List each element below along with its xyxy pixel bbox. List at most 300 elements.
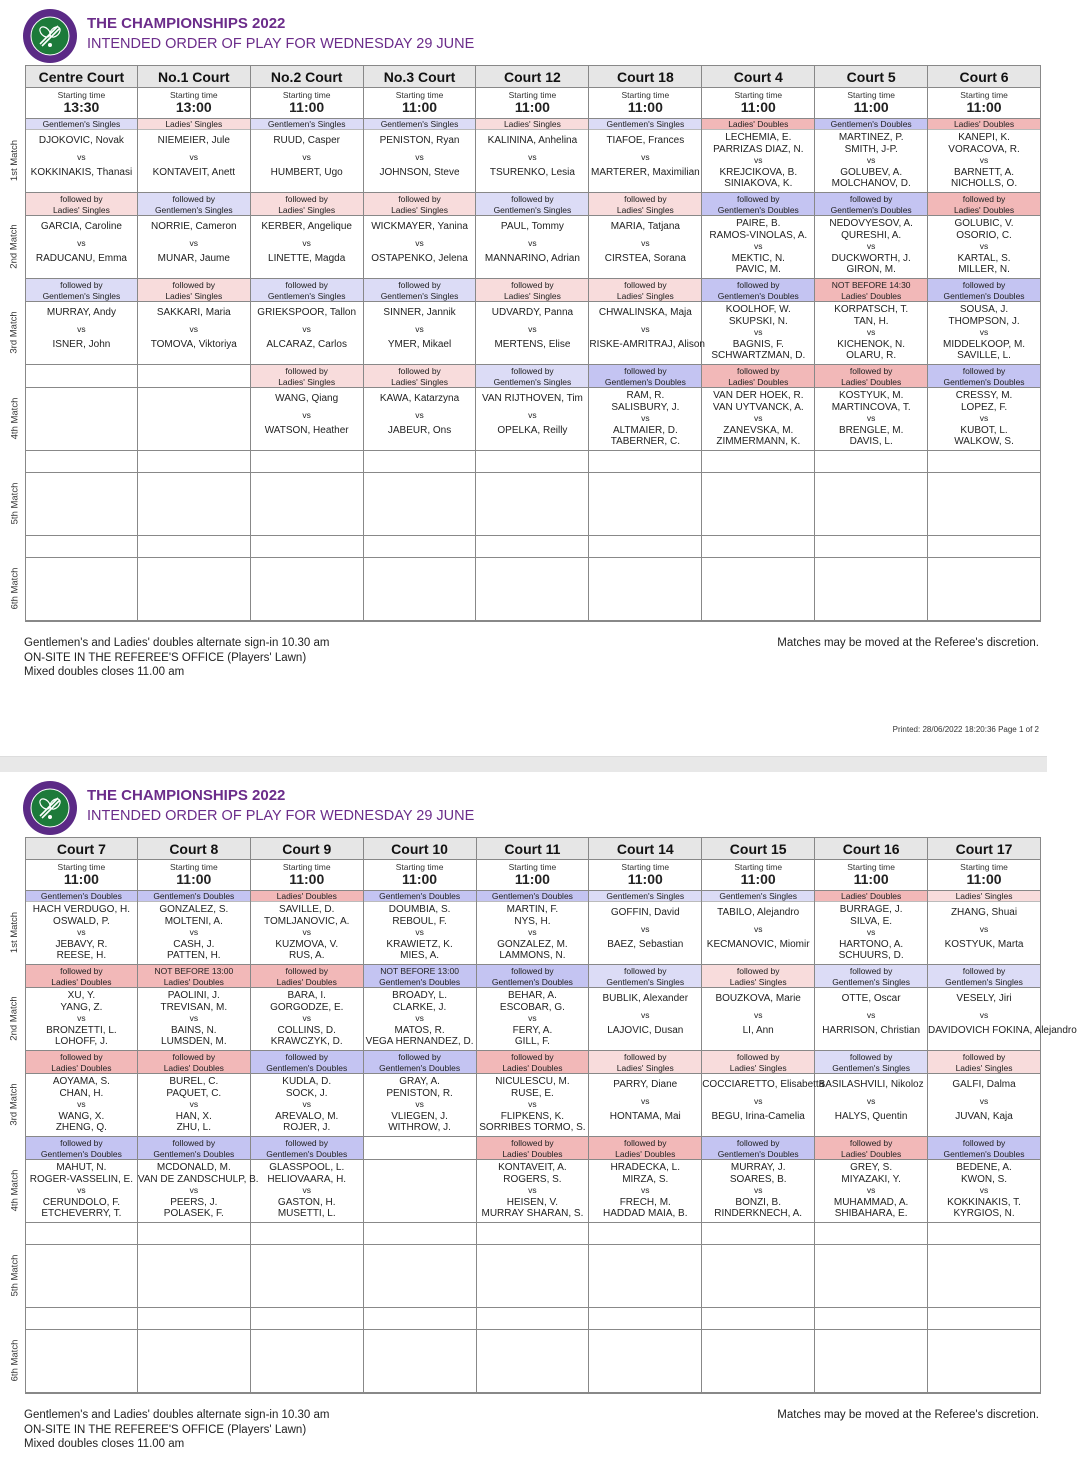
vs-label: vs — [528, 1013, 537, 1023]
empty-row — [702, 536, 814, 558]
event-tag-line: Gentlemen's Doubles — [830, 119, 912, 129]
player-name: TAN, H. — [853, 315, 889, 327]
player-name: SAVILLE, D. — [279, 904, 335, 915]
player-name: MANNARINO, Adrian — [484, 253, 580, 264]
player-name: OSORIO, C. — [956, 229, 1012, 241]
player-name: VAN DE ZANDSCHULP, B. — [137, 1173, 259, 1185]
event-tag — [702, 891, 814, 902]
starting-time-label: Starting time — [847, 90, 896, 100]
player-name: SAKKARI, Maria — [156, 307, 231, 318]
event-tag-line: Ladies' Doubles — [841, 891, 902, 901]
starting-time — [138, 860, 250, 891]
vs-label: vs — [302, 238, 311, 248]
sheet-subtitle: INTENDED ORDER OF PLAY FOR WEDNESDAY 29 JUNE — [87, 36, 475, 52]
player-name: KONTAVEIT, A. — [498, 1162, 567, 1173]
starting-time-value: 11:00 — [514, 99, 550, 115]
match-cell — [477, 902, 589, 965]
event-tag-line: followed by — [962, 280, 1006, 290]
event-tag-line: Ladies' Singles — [278, 376, 336, 387]
match-cell — [476, 302, 588, 365]
player-name: HRADECKA, L. — [610, 1162, 680, 1173]
vs-label: vs — [528, 927, 537, 937]
match-cell — [702, 1074, 825, 1137]
empty-row — [815, 1308, 927, 1330]
footer-referee-note: Matches may be moved at the Referee's discretion. — [777, 637, 1039, 649]
vs-label: vs — [641, 1096, 650, 1106]
vs-label: vs — [415, 238, 424, 248]
event-tag — [815, 193, 927, 216]
player-name: PAUL, Tommy — [500, 221, 564, 232]
vs-label: vs — [753, 924, 763, 934]
vs-label: vs — [641, 1185, 650, 1195]
match-cell — [477, 1160, 589, 1223]
player-name: GASTON, H. — [277, 1196, 336, 1208]
match-cell — [477, 1245, 589, 1308]
player-name: NICULESCU, M. — [495, 1076, 570, 1087]
player-name: MARTIN, F. — [506, 904, 559, 915]
match-label-text: 4th Match — [9, 1169, 20, 1212]
player-name: GLASSPOOL, L. — [269, 1162, 345, 1173]
vs-label: vs — [979, 327, 989, 337]
vs-label: vs — [77, 238, 86, 248]
player-name: MAHUT, N. — [56, 1162, 107, 1173]
player-name: OSTAPENKO, Jelena — [371, 253, 468, 264]
empty-row — [928, 1223, 1040, 1245]
schedule-grid — [4, 65, 1041, 622]
match-label-text: 4th Match — [9, 397, 20, 440]
footer-line: Gentlemen's and Ladies' doubles alternate sign-in 10.30 am — [24, 1409, 330, 1421]
event-tag-line: followed by — [60, 194, 103, 204]
player-name: GOFFIN, David — [610, 907, 680, 918]
event-tag — [138, 119, 250, 130]
player-name: HALYS, Quentin — [834, 1111, 908, 1122]
event-tag-line: Gentlemen's Doubles — [266, 1148, 348, 1159]
player-name: WICKMAYER, Yanina — [371, 221, 468, 232]
player-name: LINETTE, Magda — [268, 253, 346, 264]
player-name: SOUSA, J. — [959, 304, 1009, 315]
event-tag — [138, 891, 250, 902]
starting-time-label: Starting time — [960, 90, 1008, 100]
event-tag — [589, 193, 701, 216]
footer-line: Mixed doubles closes 11.00 am — [24, 1438, 185, 1450]
match-cell — [702, 1160, 814, 1223]
player-name: TOMOVA, Viktoriya — [150, 339, 237, 350]
player-name: ISNER, John — [52, 339, 111, 350]
match-cell — [251, 130, 363, 193]
player-name: REESE, H. — [56, 950, 107, 961]
match-label-text: 5th Match — [9, 482, 20, 525]
event-tag-line: Gentlemen's Singles — [493, 204, 572, 215]
empty-row — [364, 451, 476, 473]
match-cell — [815, 902, 927, 965]
player-name: TIAFOE, Frances — [606, 135, 685, 146]
player-name: LI, Ann — [742, 1025, 774, 1036]
match-label — [4, 557, 25, 620]
player-name: CRESSY, M. — [955, 390, 1013, 401]
match-cell — [589, 1160, 701, 1223]
court-name: Court 9 — [251, 838, 363, 860]
starting-time — [364, 88, 476, 119]
starting-time-label: Starting time — [847, 862, 895, 872]
vs-label: vs — [528, 324, 537, 334]
event-tag — [476, 365, 588, 388]
court-name: Court 18 — [589, 66, 701, 88]
match-label — [4, 1244, 25, 1307]
match-cell — [702, 558, 814, 621]
court-column — [928, 837, 1077, 1394]
player-name: RINDERKNECH, A. — [714, 1208, 803, 1219]
match-cell — [26, 988, 137, 1051]
vs-label: vs — [77, 1185, 86, 1195]
event-tag-line: Gentlemen's Doubles — [379, 976, 461, 987]
player-name: SOCK, J. — [285, 1087, 328, 1099]
player-name: AREVALO, M. — [275, 1110, 339, 1122]
empty-row — [815, 1223, 927, 1245]
starting-time-label: Starting time — [621, 90, 670, 100]
footer-notes — [24, 636, 330, 680]
player-name: SORRIBES TORMO, S. — [479, 1122, 586, 1133]
player-name: WANG, Qiang — [275, 393, 339, 404]
event-tag-line: followed by — [624, 966, 667, 976]
match-cell — [26, 1245, 137, 1308]
event-tag-line: followed by — [962, 194, 1006, 204]
match-cell — [589, 1330, 701, 1393]
player-name: LOPEZ, F. — [960, 401, 1008, 413]
player-name: ZIMMERMANN, K. — [716, 436, 801, 447]
vs-label: vs — [979, 1010, 989, 1020]
player-name: HUMBERT, Ugo — [270, 167, 343, 178]
player-name: LAJOVIC, Dusan — [607, 1025, 684, 1036]
empty-row — [138, 451, 250, 473]
empty-row — [702, 1308, 814, 1330]
event-tag-line: Ladies' Doubles — [728, 119, 789, 129]
wimbledon-logo-icon — [22, 8, 78, 64]
vs-label: vs — [77, 324, 86, 334]
event-tag — [138, 279, 250, 302]
match-cell — [589, 988, 701, 1051]
player-name: FERY, A. — [512, 1024, 553, 1036]
event-tag — [364, 279, 476, 302]
empty-row — [364, 536, 476, 558]
player-name: JUVAN, Kaja — [955, 1111, 1013, 1122]
printed-stamp: Printed: 28/06/2022 18:20:36 Page 1 of 2 — [892, 725, 1039, 734]
event-tag-line: Gentlemen's Doubles — [491, 891, 573, 901]
player-name: ROJER, J. — [283, 1122, 331, 1133]
event-tag-line: NOT BEFORE 14:30 — [831, 280, 911, 290]
player-name: CERUNDOLO, F. — [42, 1196, 120, 1208]
player-name: OTTE, Oscar — [841, 993, 901, 1004]
vs-label: vs — [641, 413, 650, 423]
vs-label: vs — [754, 413, 763, 423]
event-tag-line: followed by — [511, 366, 554, 376]
event-tag-line: Ladies' Doubles — [841, 290, 902, 301]
event-tag-line: followed by — [60, 1138, 103, 1148]
player-name: RUS, A. — [288, 950, 325, 961]
event-tag-line: Gentlemen's Singles — [42, 119, 121, 129]
vs-label: vs — [753, 1010, 763, 1020]
event-tag-line: Ladies' Doubles — [276, 891, 337, 901]
event-tag-line: Ladies' Singles — [391, 376, 448, 387]
event-tag-line: Gentlemen's Singles — [267, 290, 346, 301]
vs-label: vs — [415, 324, 424, 334]
match-cell — [26, 130, 137, 193]
player-name: DAVIS, L. — [849, 436, 893, 447]
event-tag-line: followed by — [398, 194, 441, 204]
event-tag — [26, 365, 137, 388]
event-tag-line: Gentlemen's Singles — [719, 891, 798, 901]
event-tag — [138, 1137, 250, 1160]
player-name: BAINS, N. — [171, 1024, 217, 1036]
event-tag — [251, 279, 363, 302]
match-cell — [364, 130, 476, 193]
match-cell — [138, 388, 250, 451]
court-name: No.2 Court — [251, 66, 363, 88]
match-cell — [815, 302, 927, 365]
player-name: BAEZ, Sebastian — [607, 939, 684, 950]
match-cell — [251, 302, 363, 365]
player-name: HEISEN, V. — [506, 1196, 559, 1208]
event-tag-line: Gentlemen's Singles — [606, 976, 685, 987]
court-column — [251, 837, 364, 1394]
empty-row — [251, 1223, 363, 1245]
player-name: ALTMAIER, D. — [612, 424, 678, 436]
vs-label: vs — [189, 1099, 199, 1109]
event-tag-line: followed by — [60, 1052, 103, 1062]
match-cell — [364, 473, 476, 536]
player-name: BEDENE, A. — [956, 1162, 1012, 1173]
player-name: KICHENOK, N. — [837, 338, 906, 350]
player-name: NEDOVYESOV, A. — [829, 218, 913, 229]
empty-row — [476, 451, 588, 473]
player-name: BARNETT, A. — [954, 166, 1015, 178]
court-column — [589, 837, 702, 1394]
court-column — [815, 837, 928, 1394]
event-tag — [589, 965, 701, 988]
player-name: VAN DER HOEK, R. — [713, 390, 804, 401]
vs-label: vs — [302, 1185, 311, 1195]
match-label-text: 5th Match — [9, 1254, 20, 1297]
player-name: YMER, Mikael — [387, 339, 452, 350]
event-tag-line: Gentlemen's Singles — [606, 119, 685, 129]
starting-time-value: 11:00 — [966, 871, 1002, 887]
event-tag — [702, 1051, 814, 1074]
starting-time-value: 13:30 — [63, 99, 100, 115]
event-tag — [26, 279, 137, 302]
vs-label: vs — [754, 241, 763, 251]
player-name: MIES, A. — [400, 950, 440, 961]
match-label-text: 2nd Match — [9, 996, 20, 1041]
player-name: POLASEK, F. — [163, 1208, 224, 1219]
starting-time-value: 11:00 — [853, 99, 889, 115]
player-name: VAN RIJTHOVEN, Tim — [481, 393, 583, 404]
court-column — [702, 837, 825, 1394]
player-name: SINIAKOVA, K. — [724, 178, 793, 189]
player-name: GALFI, Dalma — [952, 1079, 1016, 1090]
player-name: MIYAZAKI, Y. — [841, 1173, 901, 1185]
footer-referee-note: Matches may be moved at the Referee's discretion. — [777, 1409, 1039, 1421]
starting-time-value: 11:00 — [63, 871, 99, 887]
match-cell — [137, 1160, 259, 1223]
court-column — [476, 65, 589, 622]
empty-row — [928, 536, 1040, 558]
event-tag-line: followed by — [849, 366, 893, 376]
match-labels — [4, 65, 25, 622]
player-name: GREY, S. — [850, 1162, 893, 1173]
event-tag-line: Gentlemen's Doubles — [943, 290, 1025, 301]
match-cell — [476, 558, 588, 621]
player-name: SCHWARTZMAN, D. — [711, 350, 806, 361]
player-name: KOKKINAKIS, Thanasi — [30, 167, 133, 178]
player-name: DAVIDOVICH FOKINA, Alejandro — [928, 1025, 1077, 1036]
match-cell — [815, 1245, 927, 1308]
match-cell — [928, 1330, 1040, 1393]
player-name: BEGU, Irina-Camelia — [711, 1111, 805, 1122]
starting-time-label: Starting time — [395, 862, 444, 872]
player-name: VORACOVA, R. — [948, 143, 1020, 155]
court-column — [25, 837, 138, 1394]
event-tag — [928, 279, 1040, 302]
starting-time-value: 11:00 — [627, 99, 663, 115]
court-column — [702, 65, 815, 622]
event-tag — [815, 1051, 927, 1074]
sheet-title: THE CHAMPIONSHIPS 2022 — [87, 787, 286, 804]
vs-label: vs — [77, 927, 86, 937]
event-tag — [815, 891, 927, 902]
event-tag — [928, 1137, 1040, 1160]
event-tag-line: Gentlemen's Doubles — [266, 1062, 348, 1073]
vs-label: vs — [866, 1096, 876, 1106]
match-cell — [476, 216, 588, 279]
match-cell — [364, 388, 476, 451]
player-name: BARA, I. — [287, 990, 326, 1001]
empty-row — [589, 451, 701, 473]
player-name: TABERNER, C. — [610, 436, 680, 447]
event-tag — [364, 193, 476, 216]
match-cell — [928, 130, 1040, 193]
player-name: KONTAVEIT, Anett — [152, 167, 236, 178]
player-name: REBOUL, F. — [392, 915, 447, 927]
schedule-grid — [4, 837, 1077, 1394]
vs-label: vs — [754, 327, 763, 337]
match-cell — [815, 388, 927, 451]
match-cell — [702, 1245, 814, 1308]
match-cell — [26, 1330, 137, 1393]
event-tag-line: Ladies' Doubles — [953, 119, 1015, 129]
player-name: ETCHEVERRY, T. — [41, 1208, 122, 1219]
player-name: SHIBAHARA, E. — [834, 1208, 908, 1219]
match-cell — [364, 302, 476, 365]
event-tag — [26, 119, 137, 130]
event-tag — [702, 119, 814, 130]
empty-row — [364, 1223, 476, 1245]
event-tag — [702, 1137, 814, 1160]
event-tag-line: Gentlemen's Singles — [832, 1062, 910, 1073]
starting-time — [815, 860, 927, 891]
player-name: JEBAVY, R. — [55, 938, 108, 950]
vs-label: vs — [979, 155, 989, 165]
event-tag-line: Gentlemen's Doubles — [40, 891, 122, 901]
player-name: PARRIZAS DIAZ, N. — [713, 143, 804, 155]
player-name: PAIRE, B. — [736, 218, 781, 229]
player-name: LUMSDEN, M. — [161, 1036, 227, 1047]
event-tag — [589, 1051, 701, 1074]
vs-label: vs — [641, 152, 650, 162]
player-name: MUSETTI, L. — [277, 1208, 336, 1219]
event-tag-line: Gentlemen's Doubles — [379, 891, 461, 901]
player-name: HONTAMA, Mai — [609, 1111, 681, 1122]
court-column — [364, 837, 477, 1394]
starting-time-value: 11:00 — [966, 99, 1002, 115]
player-name: MILLER, N. — [958, 264, 1010, 275]
match-label — [4, 1159, 25, 1222]
player-name: LECHEMIA, E. — [725, 132, 792, 143]
match-cell — [476, 388, 588, 451]
event-tag-line: followed by — [172, 1052, 216, 1062]
event-tag — [251, 1051, 363, 1074]
player-name: KALININA, Anhelina — [487, 135, 578, 146]
event-tag-line: followed by — [736, 966, 780, 976]
event-tag-line: Gentlemen's Doubles — [830, 204, 912, 215]
player-name: NICHOLLS, O. — [950, 178, 1018, 189]
event-tag-line: Gentlemen's Doubles — [491, 976, 573, 987]
court-name: Court 17 — [928, 838, 1040, 860]
player-name: MOLTENI, A. — [164, 915, 223, 927]
court-column — [815, 65, 928, 622]
match-cell — [928, 902, 1040, 965]
player-name: MURRAY, Andy — [46, 307, 116, 318]
player-name: BUREL, C. — [169, 1076, 219, 1087]
match-cell — [251, 473, 363, 536]
vs-label: vs — [528, 1099, 537, 1109]
match-label-text: 6th Match — [9, 567, 20, 610]
event-tag — [815, 1137, 927, 1160]
event-tag — [589, 365, 701, 388]
player-name: MURRAY SHARAN, S. — [481, 1208, 584, 1219]
starting-time — [251, 88, 363, 119]
player-name: HAN, X. — [175, 1110, 212, 1122]
empty-row — [251, 451, 363, 473]
player-name: RUUD, Casper — [273, 135, 341, 146]
match-cell — [477, 1330, 589, 1393]
player-name: FRECH, M. — [619, 1196, 671, 1208]
vs-label: vs — [866, 927, 876, 937]
player-name: SKUPSKI, N. — [728, 315, 788, 327]
player-name: BRENGLE, M. — [838, 424, 904, 436]
event-tag-line: Ladies' Doubles — [615, 1148, 676, 1159]
event-tag-line: Ladies' Singles — [278, 204, 336, 215]
event-tag-line: Ladies' Singles — [616, 290, 674, 301]
event-tag-line: followed by — [285, 366, 328, 376]
player-name: MIDDELKOOP, M. — [943, 338, 1026, 350]
player-name: BONZI, B. — [735, 1196, 781, 1208]
match-cell — [138, 902, 250, 965]
match-cell — [138, 216, 250, 279]
player-name: THOMPSON, J. — [948, 315, 1020, 327]
vs-label: vs — [979, 1185, 989, 1195]
player-name: DUCKWORTH, J. — [831, 252, 911, 264]
match-cell — [702, 1330, 814, 1393]
event-tag — [476, 119, 588, 130]
match-cell — [702, 216, 814, 279]
vs-label: vs — [189, 152, 199, 162]
empty-row — [928, 1308, 1040, 1330]
player-name: VESELY, Jiri — [956, 993, 1012, 1004]
match-cell — [815, 1160, 927, 1223]
event-tag — [589, 279, 701, 302]
starting-time — [138, 88, 250, 119]
event-tag — [702, 365, 814, 388]
player-name: TREVISAN, M. — [160, 1001, 228, 1013]
